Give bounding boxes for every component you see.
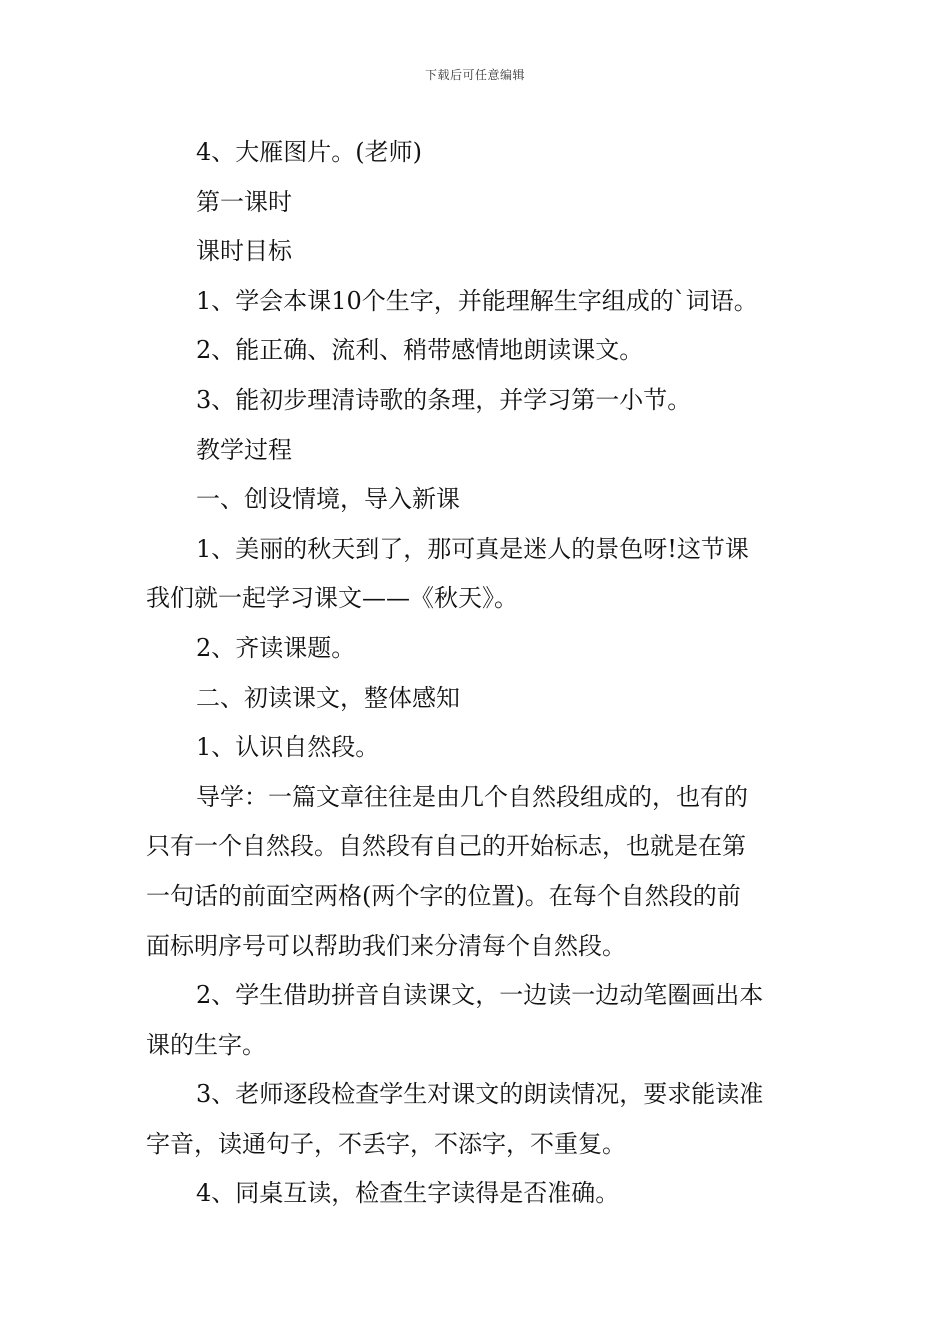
document-body	[146, 128, 810, 1219]
text-line: 1、学会本课10个生字，并能理解生字组成的`词语。	[196, 286, 758, 315]
text-line: 课时目标	[196, 237, 292, 266]
text-line: 导学：一篇文章往往是由几个自然段组成的，也有的	[196, 782, 748, 811]
text-line: 3、能初步理清诗歌的条理，并学习第一小节。	[196, 385, 692, 414]
text-line: 4、同桌互读，检查生字读得是否准确。	[196, 1179, 620, 1208]
text-line: 只有一个自然段。自然段有自己的开始标志，也就是在第	[146, 832, 746, 861]
text-line: 1、认识自然段。	[196, 733, 380, 762]
text-line: 一、创设情境，导入新课	[196, 485, 460, 514]
text-line: 一句话的前面空两格(两个字的位置)。在每个自然段的前	[146, 881, 741, 910]
text-line: 2、齐读课题。	[196, 633, 356, 662]
text-line: 字音，读通句子，不丢字，不添字，不重复。	[146, 1129, 626, 1158]
text-line: 二、初读课文，整体感知	[196, 683, 460, 712]
text-line: 2、能正确、流利、稍带感情地朗读课文。	[196, 336, 644, 365]
text-line: 1、美丽的秋天到了，那可真是迷人的景色呀!这节课	[196, 534, 749, 563]
page-header-note: 下载后可任意编辑	[424, 68, 525, 82]
text-line: 3、老师逐段检查学生对课文的朗读情况，要求能读准	[196, 1080, 764, 1109]
text-line: 面标明序号可以帮助我们来分清每个自然段。	[146, 931, 626, 960]
text-line: 2、学生借助拼音自读课文，一边读一边动笔圈画出本	[196, 981, 764, 1010]
text-line: 课的生字。	[146, 1030, 266, 1059]
text-line: 我们就一起学习课文——《秋天》。	[146, 584, 518, 613]
text-line: 教学过程	[196, 435, 292, 464]
text-line: 4、大雁图片。(老师)	[196, 138, 422, 166]
text-line: 第一课时	[196, 187, 292, 216]
